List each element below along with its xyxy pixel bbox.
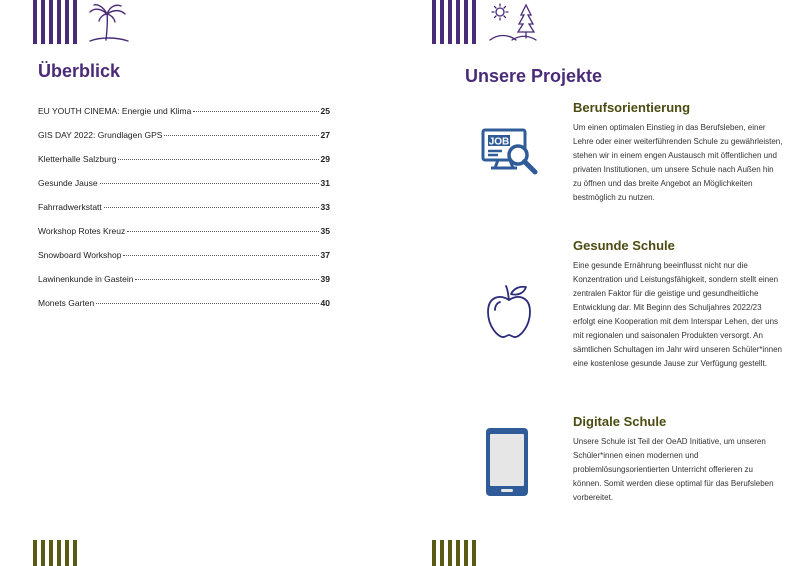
section-title: Berufsorientierung xyxy=(573,100,691,115)
toc-entry-title: Gesunde Jause xyxy=(38,178,98,188)
toc-entry[interactable] xyxy=(38,226,330,250)
section-text: Unsere Schule ist Teil der OeAD Initiative, um unseren Schüler*innen einen modernen und problemlösungsorientierten Unterricht offerieren zu können. Somit werden diese optimal für das Berufsleben vorbereitet. xyxy=(573,437,774,502)
toc-entry[interactable] xyxy=(38,154,330,178)
toc-entry-page: 33 xyxy=(320,202,330,212)
section-text: Eine gesunde Ernährung beeinflusst nicht nur die Konzentration und Leistungsfähigkeit, sondern stellt einen zentralen Faktor für die geistige und gesundheitliche Entwicklung dar. Mit Beginn des Schuljahres 2022/23 erfolgt eine Kooperation mit dem Interspar Lehen, der uns mit regionalen und saisonalen Produkten versorgt. An sämtlichen Schultagen im Jahr wird unseren Schüler*innen eine kostenlose gesunde Jause zur Verfügung gestellt. xyxy=(573,261,782,368)
top-stripes-right xyxy=(432,0,476,44)
toc-entry-title: Snowboard Workshop xyxy=(38,250,122,260)
section-berufsorientierung xyxy=(573,100,783,205)
toc-entry[interactable] xyxy=(38,130,330,154)
top-stripes-left xyxy=(33,0,77,44)
overview-heading: Überblick xyxy=(38,61,121,81)
section-text: Um einen optimalen Einstieg in das Berufsleben, einer Lehre oder einer weiterführenden Schule zu gewährleisten, stehen wir in einem engen Austausch mit öffentlichen und privaten Institutionen, um unsere Schule nach Außen hin zu öffnen und das breite Angebot an Möglichkeiten bestmöglich zu nutzen. xyxy=(573,123,783,202)
section-gesunde-schule xyxy=(573,238,783,371)
section-title: Digitale Schule xyxy=(573,414,667,429)
toc-entry[interactable] xyxy=(38,106,330,130)
landscape-sun-trees-icon xyxy=(488,2,538,44)
toc-entry-title: Fahrradwerkstatt xyxy=(38,202,102,212)
toc-entry-page: 37 xyxy=(320,250,330,260)
toc-entry-page: 31 xyxy=(320,178,330,188)
job-search-icon xyxy=(480,126,540,178)
apple-icon xyxy=(484,282,534,342)
toc-entry-page: 25 xyxy=(320,106,330,116)
toc-entry-page: 29 xyxy=(320,154,330,164)
toc-entry-title: EU YOUTH CINEMA: Energie und Klima xyxy=(38,106,192,116)
bottom-stripes-right xyxy=(432,540,476,566)
bottom-stripes-left xyxy=(33,540,77,566)
toc-entry[interactable] xyxy=(38,274,330,298)
tablet-icon xyxy=(484,426,530,498)
toc-entry-title: Monets Garten xyxy=(38,298,95,308)
palm-tree-icon xyxy=(86,2,130,44)
toc-entry-title: GIS DAY 2022: Grundlagen GPS xyxy=(38,130,163,140)
toc-entry[interactable] xyxy=(38,178,330,202)
toc-entry-title: Workshop Rotes Kreuz xyxy=(38,226,126,236)
toc-entry-page: 27 xyxy=(320,130,330,140)
section-title: Gesunde Schule xyxy=(573,238,675,253)
job-icon-text: JOB xyxy=(488,136,510,148)
section-digitale-schule xyxy=(573,414,783,505)
toc-entry-page: 35 xyxy=(320,226,330,236)
toc-entry-title: Lawinenkunde in Gastein xyxy=(38,274,134,284)
toc-entry-title: Kletterhalle Salzburg xyxy=(38,154,117,164)
projects-heading: Unsere Projekte xyxy=(465,66,603,86)
toc-entry-page: 40 xyxy=(320,298,330,308)
toc-entry-page: 39 xyxy=(320,274,330,284)
toc-entry[interactable] xyxy=(38,202,330,226)
toc-entry[interactable] xyxy=(38,298,330,322)
table-of-contents xyxy=(38,106,330,322)
toc-entry[interactable] xyxy=(38,250,330,274)
